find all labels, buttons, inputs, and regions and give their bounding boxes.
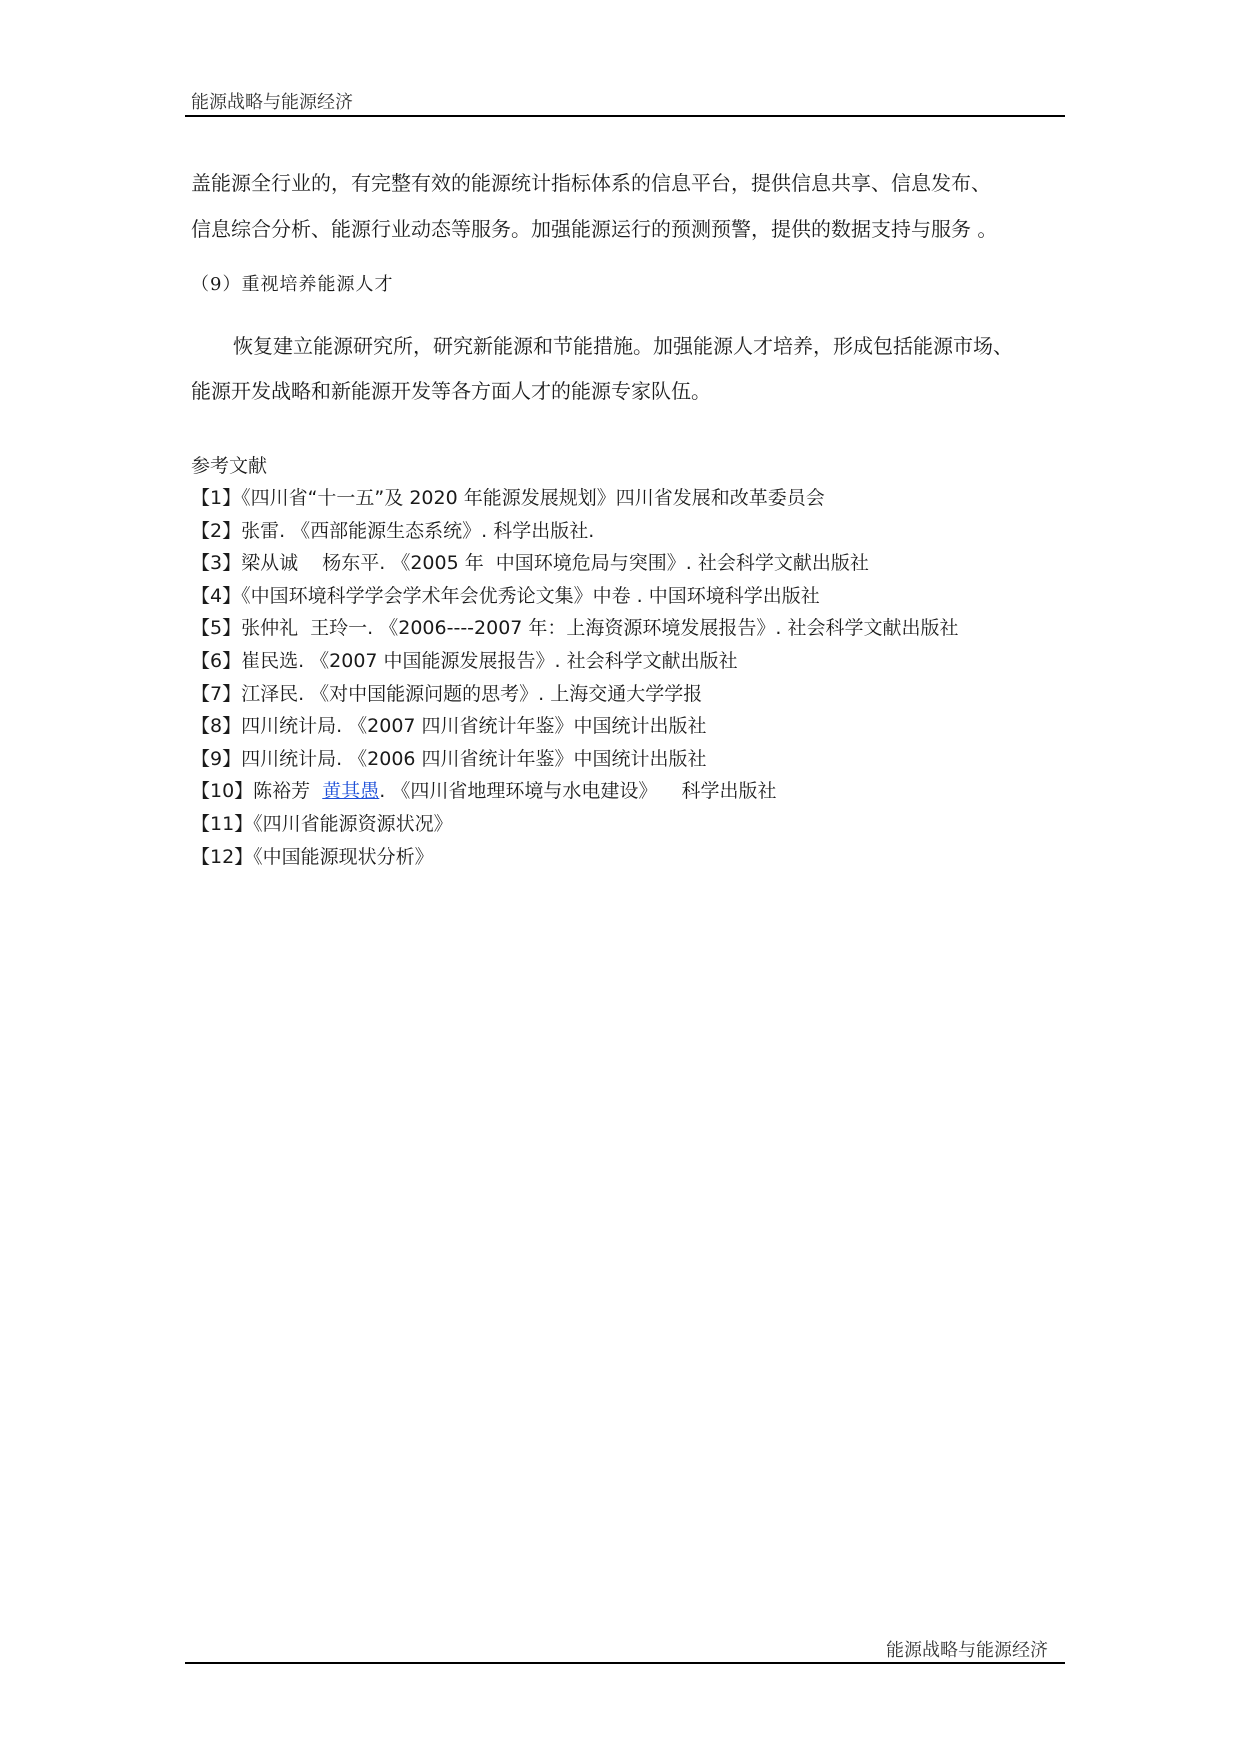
reference-item-7: 【7】江泽民. 《对中国能源问题的思考》. 上海交通大学学报 bbox=[191, 682, 703, 705]
reference-item-11: 【11】《四川省能源资源状况》 bbox=[191, 812, 453, 835]
reference-10-prefix: 【10】陈裕芳 bbox=[191, 780, 323, 803]
reference-item-3: 【3】梁从诚 杨东平. 《2005 年 中国环境危局与突围》. 社会科学文献出版社 bbox=[191, 552, 869, 575]
paragraph-1-line-1: 盖能源全行业的，有完整有效的能源统计指标体系的信息平台，提供信息共享、信息发布、 bbox=[191, 171, 991, 195]
reference-item-12: 【12】《中国能源现状分析》 bbox=[191, 845, 434, 868]
reference-item-5: 【5】张仲礼 王玲一. 《2006----2007 年：上海资源环境发展报告》. 社会科学文献出版社 bbox=[191, 617, 959, 640]
reference-item-9: 【9】四川统计局. 《2006 四川省统计年鉴》中国统计出版社 bbox=[191, 747, 707, 770]
paragraph-1-line-2: 信息综合分析、能源行业动态等服务。加强能源运行的预测预警，提供的数据支持与服务 。 bbox=[191, 217, 998, 241]
references-title: 参考文献 bbox=[191, 455, 268, 477]
references-list bbox=[191, 484, 959, 875]
reference-item-6: 【6】崔民选. 《2007 中国能源发展报告》. 社会科学文献出版社 bbox=[191, 649, 738, 672]
header-divider bbox=[185, 115, 1065, 117]
reference-item-2: 【2】张雷. 《西部能源生态系统》. 科学出版社. bbox=[191, 519, 595, 542]
footer-divider bbox=[185, 1662, 1065, 1664]
author-link[interactable]: 黄其愚 bbox=[322, 780, 380, 803]
reference-item-1: 【1】《四川省“十一五”及 2020 年能源发展规划》四川省发展和改革委员会 bbox=[191, 487, 825, 509]
reference-item-10 bbox=[191, 777, 959, 810]
paragraph-2-line-1: 恢复建立能源研究所，研究新能源和节能措施。加强能源人才培养，形成包括能源市场、 bbox=[233, 334, 1013, 358]
page-footer-title: 能源战略与能源经济 bbox=[886, 1640, 1048, 1661]
page-header-title: 能源战略与能源经济 bbox=[191, 92, 353, 113]
reference-item-8: 【8】四川统计局. 《2007 四川省统计年鉴》中国统计出版社 bbox=[191, 715, 707, 738]
section-heading: （9）重视培养能源人才 bbox=[191, 274, 394, 295]
reference-item-4: 【4】《中国环境科学学会学术年会优秀论文集》中卷 . 中国环境科学出版社 bbox=[191, 584, 820, 607]
reference-10-suffix: . 《四川省地理环境与水电建设》 科学出版社 bbox=[379, 780, 777, 803]
paragraph-2-line-2: 能源开发战略和新能源开发等各方面人才的能源专家队伍。 bbox=[191, 379, 711, 403]
